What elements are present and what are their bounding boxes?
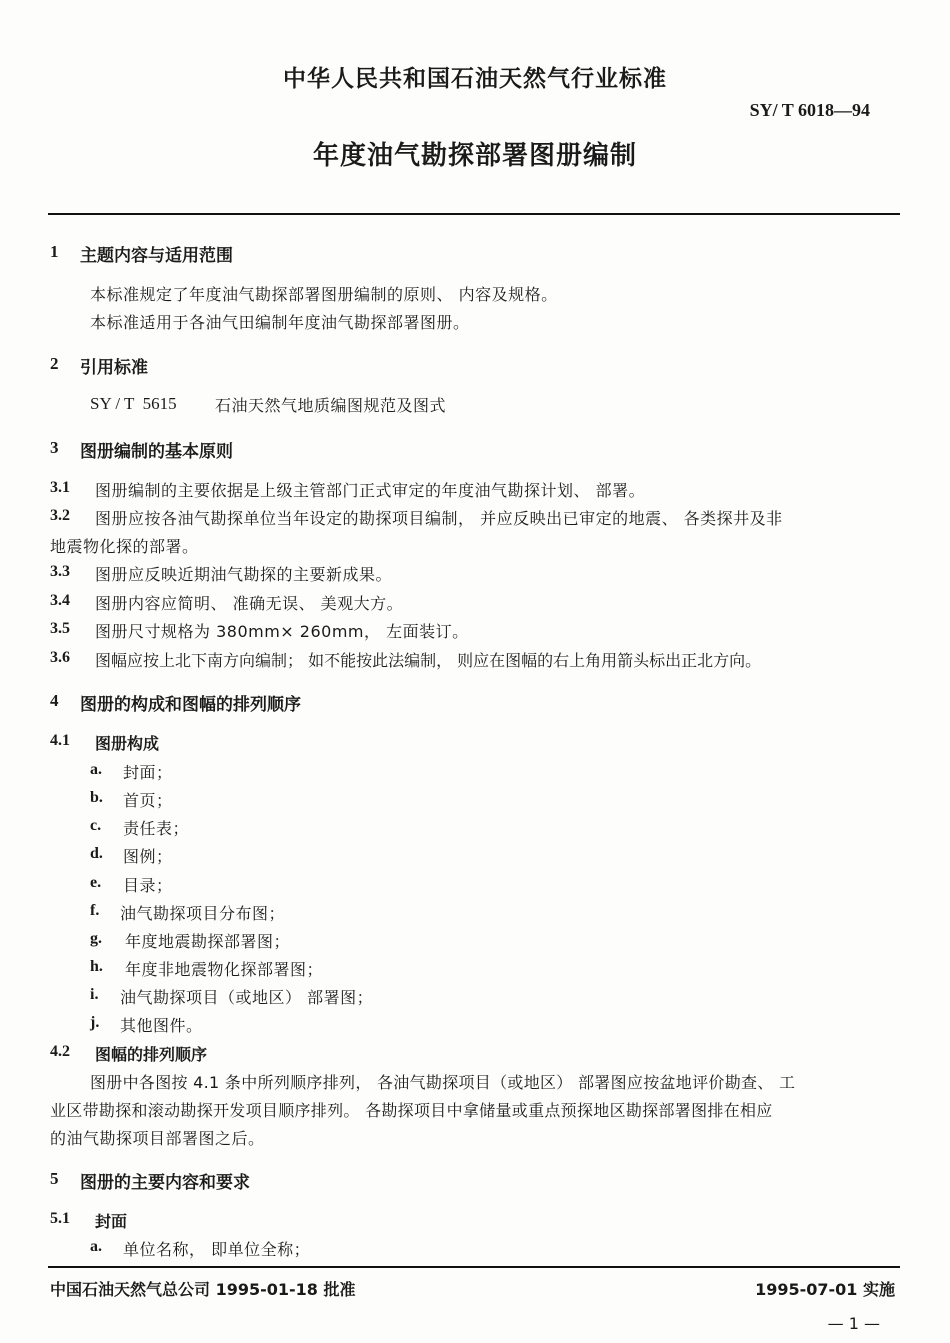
clause-5-1-number: 5.1 (50, 1210, 70, 1227)
list-item: 年度地震勘探部署图； (125, 932, 291, 951)
section-1-title: 主题内容与适用范围 (80, 246, 233, 266)
clause-3-3-number: 3.3 (50, 563, 70, 580)
standard-code: SY/ T 6018—94 (749, 100, 870, 120)
section-5-title: 图册的主要内容和要求 (80, 1173, 250, 1193)
approval-note: 中国石油天然气总公司 1995-01-18 批准 (50, 1280, 356, 1299)
list-item: 图例； (123, 847, 173, 866)
clause-5-1-title: 封面 (95, 1212, 128, 1231)
list-item: 封面； (123, 763, 173, 782)
section-3-number: 3 (50, 438, 59, 457)
list-item: 首页； (123, 791, 173, 810)
section-3-title: 图册编制的基本原则 (80, 442, 233, 462)
list-item-mark: f. (90, 902, 100, 919)
clause-4-2-paragraph: 业区带勘探和滚动勘探开发项目顺序排列。 各勘探项目中拿储量或重点预探地区勘探部署图排在相应 (50, 1101, 773, 1120)
list-item: 其他图件。 (120, 1016, 203, 1035)
clause-3-6-text: 图幅应按上北下南方向编制； 如不能按此法编制， 则应在图幅的右上角用箭头标出正北方向。 (95, 651, 762, 670)
clause-3-2-number: 3.2 (50, 507, 70, 524)
section-4-title: 图册的构成和图幅的排列顺序 (80, 695, 301, 715)
org-title: 中华人民共和国石油天然气行业标准 (283, 66, 667, 92)
section-1-paragraph: 本标准适用于各油气田编制年度油气勘探部署图册。 (90, 313, 470, 332)
list-item: 油气勘探项目分布图； (120, 904, 286, 923)
list-item-mark: a. (90, 1238, 102, 1255)
clause-4-2-paragraph: 图册中各图按 4.1 条中所列顺序排列， 各油气勘探项目（或地区） 部署图应按盆地评价勘查、 工 (90, 1073, 796, 1092)
clause-3-2-continuation: 地震物化探的部署。 (50, 537, 199, 556)
section-1-number: 1 (50, 242, 59, 261)
list-item-mark: b. (90, 789, 103, 806)
clause-3-2-text: 图册应按各油气勘探单位当年设定的勘探项目编制， 并应反映出已审定的地震、 各类探井及非 (95, 509, 783, 528)
document-title: 年度油气勘探部署图册编制 (312, 141, 637, 171)
list-item-mark: e. (90, 874, 102, 891)
clause-3-1-number: 3.1 (50, 479, 70, 496)
list-item: 单位名称， 即单位全称； (123, 1240, 311, 1259)
clause-3-5-text: 图册尺寸规格为 380mm× 260mm， 左面装订。 (95, 622, 469, 641)
reference-code: SY / T 5615 (90, 394, 177, 413)
section-5-number: 5 (50, 1169, 59, 1188)
page-number: — 1 — (827, 1314, 880, 1333)
section-1-paragraph: 本标准规定了年度油气勘探部署图册编制的原则、 内容及规格。 (90, 285, 558, 304)
clause-3-6-number: 3.6 (50, 649, 70, 666)
list-item-mark: j. (90, 1014, 100, 1031)
section-4-number: 4 (50, 691, 59, 710)
list-item-mark: i. (90, 986, 99, 1003)
clause-4-2-title: 图幅的排列顺序 (95, 1045, 208, 1064)
clause-3-3-text: 图册应反映近期油气勘探的主要新成果。 (95, 565, 393, 584)
section-2-number: 2 (50, 354, 59, 373)
clause-4-1-number: 4.1 (50, 732, 70, 749)
clause-3-4-text: 图册内容应简明、 准确无误、 美观大方。 (95, 594, 404, 613)
list-item-mark: c. (90, 817, 102, 834)
list-item: 责任表； (123, 819, 190, 838)
list-item-mark: a. (90, 761, 102, 778)
list-item-mark: h. (90, 958, 103, 975)
reference-title: 石油天然气地质编图规范及图式 (215, 396, 447, 415)
clause-4-2-paragraph: 的油气勘探项目部署图之后。 (50, 1129, 265, 1148)
list-item: 年度非地震物化探部署图； (125, 960, 324, 979)
list-item: 目录； (123, 876, 173, 895)
footer-rule (48, 1266, 900, 1268)
clause-4-1-title: 图册构成 (95, 734, 160, 753)
clause-3-4-number: 3.4 (50, 592, 70, 609)
clause-3-1-text: 图册编制的主要依据是上级主管部门正式审定的年度油气勘探计划、 部署。 (95, 481, 646, 500)
list-item-mark: g. (90, 930, 102, 947)
clause-3-5-number: 3.5 (50, 620, 70, 637)
list-item: 油气勘探项目（或地区） 部署图； (120, 988, 374, 1007)
effective-date: 1995-07-01 实施 (755, 1280, 895, 1299)
clause-4-2-number: 4.2 (50, 1043, 70, 1060)
list-item-mark: d. (90, 845, 103, 862)
header-rule (48, 213, 900, 215)
section-2-title: 引用标准 (80, 358, 148, 378)
